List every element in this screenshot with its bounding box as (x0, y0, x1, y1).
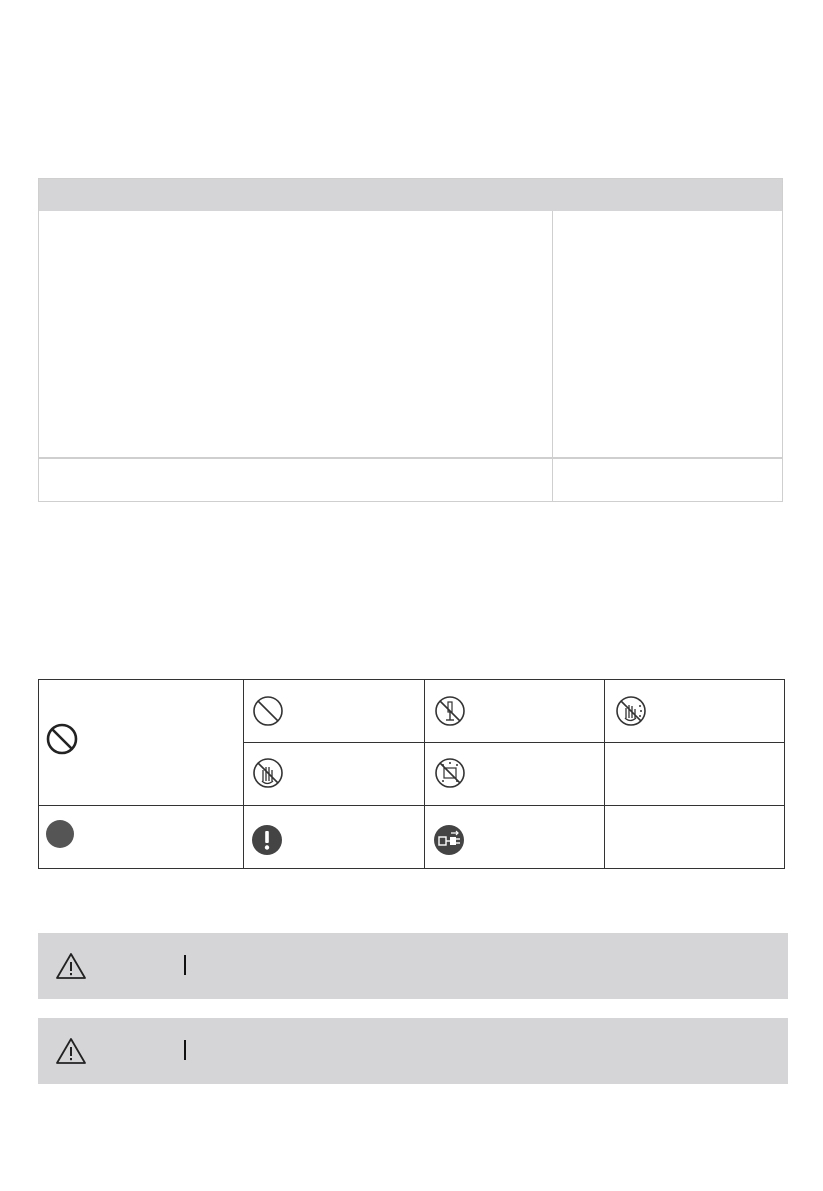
prohibition-icon (45, 722, 79, 756)
caution-bar (38, 1018, 788, 1084)
warning-triangle-icon (55, 951, 87, 981)
spec-row-1-left (39, 211, 553, 457)
unplug-power-icon (433, 824, 465, 856)
warning-divider (184, 1040, 186, 1060)
do-not-disassemble-icon (433, 694, 467, 728)
warning-bar (38, 933, 788, 999)
symbol-table-divider (39, 805, 784, 806)
spec-table-header (39, 179, 782, 211)
symbol-table (38, 679, 785, 869)
do-not-touch-with-wet-hands-icon (614, 694, 648, 728)
general-prohibition-icon (251, 694, 285, 728)
symbol-table-divider (424, 680, 425, 868)
symbol-table-divider (243, 680, 244, 868)
warning-triangle-icon (55, 1036, 87, 1066)
general-mandatory-icon (251, 824, 283, 856)
spec-row-2-right (553, 457, 782, 501)
spec-table (38, 178, 783, 502)
symbol-table-divider (604, 680, 605, 868)
spec-row-1-right (553, 211, 782, 457)
no-water-contact-icon (433, 756, 467, 790)
mandatory-icon (45, 819, 75, 849)
spec-row-2-left (39, 457, 553, 501)
warning-divider (184, 955, 186, 975)
do-not-touch-icon (251, 756, 285, 790)
symbol-table-divider (243, 742, 784, 743)
